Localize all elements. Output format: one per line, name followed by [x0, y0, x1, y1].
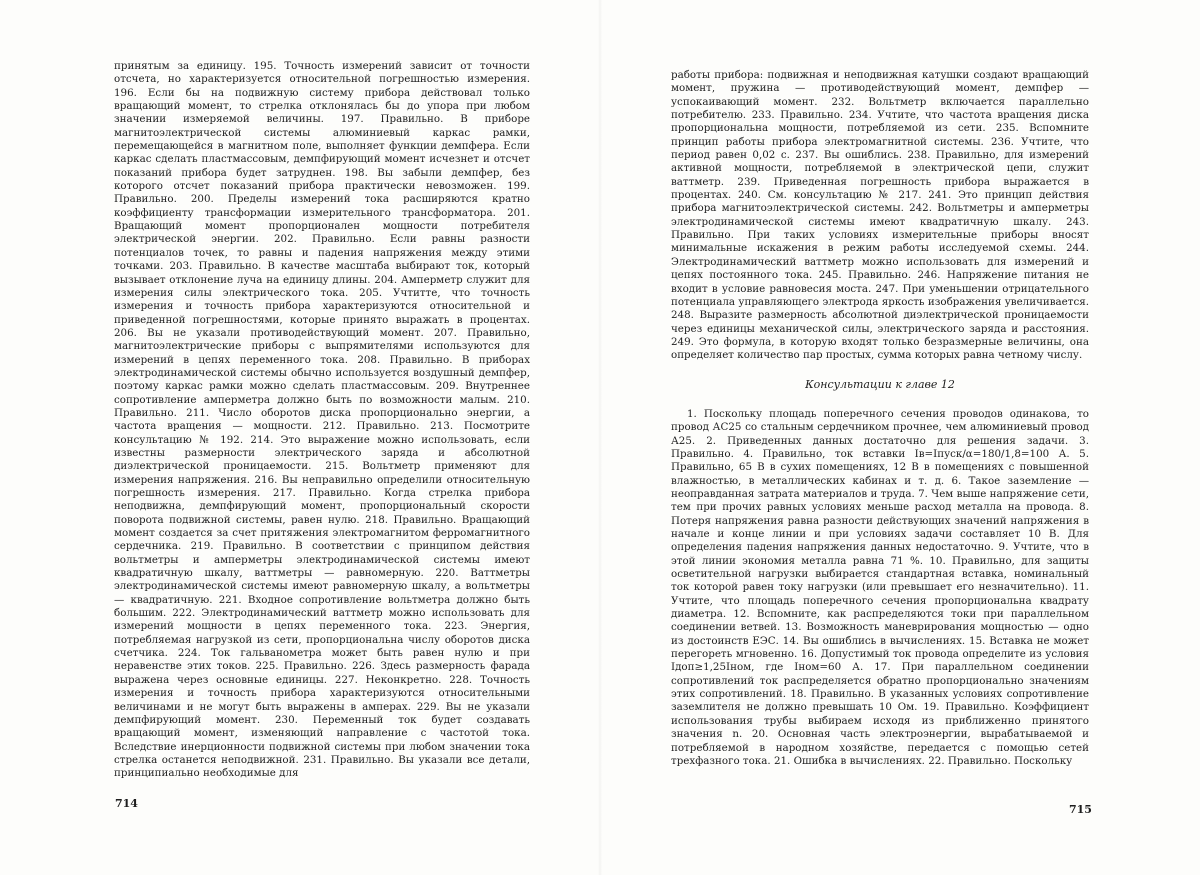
- right-page-number: 715: [1069, 803, 1092, 816]
- right-page-text: [671, 69, 1089, 768]
- left-page-text: [114, 60, 530, 781]
- right-page-body-bottom: 1. Поскольку площадь поперечного сечения проводов одинакова, то провод АС25 со стальным сердечником прочнее, чем алюминиевый провод А25. 2. Приведенных данных достаточно для решения задачи. 3. Правильно. 4. Правильно, ток вставки Iв=Iпуск/α=180/1,8=100 А. 5. Правильно, 65 В в сухих помещениях, 12 В в помещениях с повышенной влажностью, в металлических кабинах и т. д. 6. Такое заземление — неоправданная затрата материалов и труда. 7. Чем выше напряжение сети, тем при прочих равных условиях меньше расход металла на провода. 8. Потеря напряжения равна разности действующих значений напряжения в начале и конце линии и при условиях задачи составляет 10 В. Для определения падения напряжения данных недостаточно. 9. Учтите, что в этой линии экономия металла равна 71 %. 10. Правильно, для защиты осветительной нагрузки выбирается стандартная вставка, номинальный ток которой равен току нагрузки (или превышает его незначительно). 11. Учтите, что площадь поперечного сечения пропорциональна квадрату диаметра. 12. Вспомните, как распределяются токи при параллельном соединении ветвей. 13. Возможность маневрирования мощностью — одно из достоинств ЕЭС. 14. Вы ошиблись в вычислениях. 15. Вставка не может перегореть мгновенно. 16. Допустимый ток провода определите из условия Iдоп≥1,25Iном, где Iном=60 А. 17. При параллельном соединении сопротивлений ток распределяется обратно пропорционально значениям этих сопротивлений. 18. Правильно. В указанных условиях сопротивление заземлителя не должно превышать 10 Ом. 19. Правильно. Коэффициент использования трубы выбираем исходя из приближенно принятого значения n. 20. Основная часть электроэнергии, вырабатываемой и потребляемой в народном хозяйстве, передается с помощью сетей трехфазного тока. 21. Ошибка в вычислениях. 22. Правильно. Поскольку: [671, 407, 1089, 767]
- right-page-body-top: работы прибора: подвижная и неподвижная катушки создают вращающий момент, пружина — противодействующий момент, демпфер — успокаивающий момент. 232. Вольтметр включается параллельно потребителю. 233. Правильно. 234. Учтите, что частота вращения диска пропорциональна мощности, потребляемой из сети. 235. Вспомните принцип работы прибора электромагнитной системы. 236. Учтите, что период равен 0,02 с. 237. Вы ошиблись. 238. Правильно, для измерений активной мощности, потребляемой в электрической цепи, служит ваттметр. 239. Приведенная погрешность прибора выражается в процентах. 240. См. консультацию № 217. 241. Это принцип действия прибора магнитоэлектрической системы. 242. Вольтметры и амперметры электродинамической системы имеют квадратичную шкалу. 243. Правильно. При таких условиях измерительные приборы вносят минимальные искажения в режим работы исследуемой схемы. 244. Электродинамический ваттметр можно использовать для измерений и цепях постоянного тока. 245. Правильно. 246. Напряжение питания не входит в условие равновесия моста. 247. При уменьшении отрицательного потенциала управляющего электрода яркость изображения увеличивается. 248. Выразите размерность абсолютной диэлектрической проницаемости через единицы механической силы, электрического заряда и расстояния. 249. Это формула, в которую входят только безразмерные величины, она определяет количество пар простых, сумма которых равна четному числу.: [671, 69, 1089, 362]
- page-gutter: [598, 0, 602, 875]
- chapter-heading: Консультации к главе 12: [805, 377, 955, 391]
- left-page-number: 714: [115, 797, 138, 810]
- left-page-body: принятым за единицу. 195. Точность измерений зависит от точности отсчета, но характеризуется относительной погрешностью измерения. 196. Если бы на подвижную систему прибора действовал только вращающий момент, то стрелка отклонялась бы до упора при любом значении измеряемой величины. 197. Правильно. В приборе магнитоэлектрической системы алюминиевый каркас рамки, перемещающейся в магнитном поле, выполняет функции демпфера. Если каркас сделать пластмассовым, демпфирующий момент исчезнет и отсчет показаний прибора будет затруднен. 198. Вы забыли демпфер, без которого отсчет показаний прибора практически невозможен. 199. Правильно. 200. Пределы измерений тока расширяются кратно коэффициенту трансформации измерительного трансформатора. 201. Вращающий момент пропорционален мощности потребителя электрической энергии. 202. Правильно. Если равны разности потенциалов точек, то равны и падения напряжения между этими точками. 203. Правильно. В качестве масштаба выбирают ток, который вызывает отклонение луча на единицу длины. 204. Амперметр служит для измерения силы электрического тока. 205. Учтитте, что точность измерения и точность прибора характеризуются относительной и приведенной погрешностями, которые принято выражать в процентах. 206. Вы не указали противодействующий момент. 207. Правильно, магнитоэлектрические приборы с выпрямителями используются для измерений в цепях переменного тока. 208. Правильно. В приборах электродинамической системы обычно используется воздушный демпфер, поэтому каркас рамки можно сделать пластмассовым. 209. Внутреннее сопротивление амперметра должно быть по возможности малым. 210. Правильно. 211. Число оборотов диска пропорционально энергии, а частота вращения — мощности. 212. Правильно. 213. Посмотрите консультацию № 192. 214. Это выражение можно использовать, если известны размерности электрического заряда и абсолютной диэлектрической проницаемости. 215. Вольтметр применяют для измерения напряжения. 216. Вы неправильно определили относительную погрешность измерения. 217. Правильно. Когда стрелка прибора неподвижна, демпфирующий момент, пропорциональный скорости поворота подвижной системы, равен нулю. 218. Правильно. Вращающий момент создается за счет притяжения электромагнитом ферромагнитного сердечника. 219. Правильно. В соответствии с принципом действия вольтметры и амперметры электродинамической системы имеют квадратичную шкалу, ваттметры — равномерную. 220. Ваттметры электродинамической системы имеют равномерную шкалу, а вольтметры — квадратичную. 221. Входное сопротивление вольтметра должно быть большим. 222. Электродинамический ваттметр можно использовать для измерений мощности в цепях переменного тока. 223. Энергия, потребляемая нагрузкой из сети, пропорциональна числу оборотов диска счетчика. 224. Ток гальванометра может быть равен нулю и при неравенстве этих токов. 225. Правильно. 226. Здесь размерность фарада выражена через основные единицы. 227. Неконкретно. 228. Точность измерения и точность прибора характеризуются относительными величинами и не могут быть выражены в амперах. 229. Вы не указали демпфирующий момент. 230. Переменный ток будет создавать вращающий момент, изменяющий направление с частотой тока. Вследствие инерционности подвижной системы при любом значении тока стрелка останется неподвижной. 231. Правильно. Вы указали все детали, принципиально необходимые для: [114, 60, 530, 780]
